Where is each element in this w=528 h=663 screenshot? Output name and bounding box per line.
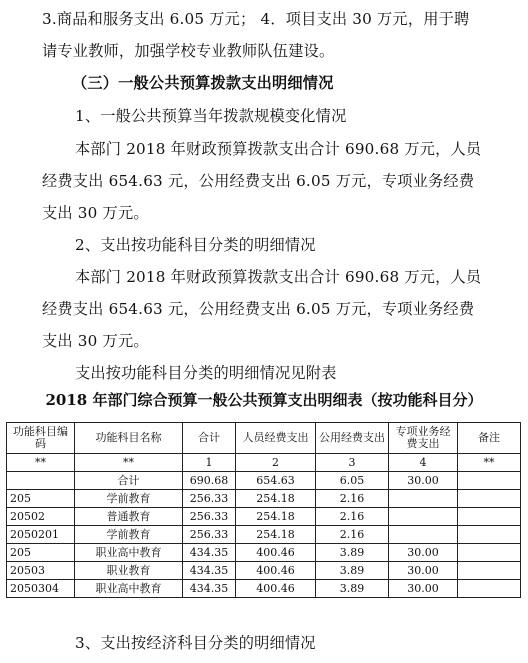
table-cell: ** [75,454,183,472]
table-cell: 254.18 [236,490,316,508]
header-total: 合计 [183,423,236,454]
table-row [7,562,521,580]
table-cell: 205 [7,490,75,508]
table-cell: 205 [7,544,75,562]
table-cell: 256.33 [183,490,236,508]
table-cell: 256.33 [183,526,236,544]
table-cell: 30.00 [389,562,458,580]
table-cell: 30.00 [389,544,458,562]
table-cell: 30.00 [389,580,458,598]
paragraph-line: 支出 30 万元。 [42,204,149,222]
table-cell: 30.00 [389,472,458,490]
table-row [7,490,521,508]
table-cell: 256.33 [183,508,236,526]
subsection-heading: 2、支出按功能科目分类的明细情况 [75,236,316,254]
table-cell [458,562,521,580]
table-header-row [7,423,521,454]
table-cell [458,544,521,562]
table-cell: 2.16 [316,508,389,526]
table-cell: 1 [183,454,236,472]
table-cell: 4 [389,454,458,472]
table-cell: 20502 [7,508,75,526]
subsection-heading: 1、一般公共预算当年拨款规模变化情况 [75,107,347,125]
header-code: 功能科目编码 [7,423,75,454]
table-cell [458,490,521,508]
header-public: 公用经费支出 [316,423,389,454]
table-cell [458,508,521,526]
table-cell: 2050201 [7,526,75,544]
table-cell: ** [458,454,521,472]
table-cell: 合计 [75,472,183,490]
table-cell [7,472,75,490]
table-cell: 400.46 [236,562,316,580]
table-title: 2018 年部门综合预算一般公共预算支出明细表（按功能科目分） [45,391,483,409]
paragraph-line: 3.商品和服务支出 6.05 万元； 4．项目支出 30 万元，用于聘 [42,10,470,28]
paragraph-line: 本部门 2018 年财政预算拨款支出合计 690.68 万元，人员 [75,140,482,158]
table-cell: 400.46 [236,580,316,598]
table-cell: 3 [316,454,389,472]
table-row [7,508,521,526]
header-special: 专项业务经费支出 [389,423,458,454]
table-cell: 434.35 [183,562,236,580]
table-cell: 6.05 [316,472,389,490]
paragraph-line: 请专业教师，加强学校专业教师队伍建设。 [42,42,335,60]
header-personnel: 人员经费支出 [236,423,316,454]
paragraph-line: 支出按功能科目分类的明细情况见附表 [75,364,337,382]
table-cell [389,508,458,526]
table-cell [389,490,458,508]
header-remark: 备注 [458,423,521,454]
table-row [7,580,521,598]
table-cell: 学前教育 [75,526,183,544]
table-cell [458,580,521,598]
table-cell [458,472,521,490]
table-row [7,544,521,562]
header-name: 功能科目名称 [75,423,183,454]
table-cell [389,526,458,544]
table-cell: 654.63 [236,472,316,490]
table-cell: 学前教育 [75,490,183,508]
table-cell: 职业教育 [75,562,183,580]
table-cell: 2 [236,454,316,472]
table-cell [458,526,521,544]
table-cell: ** [7,454,75,472]
table-cell: 2.16 [316,526,389,544]
table-cell: 434.35 [183,544,236,562]
budget-detail-table [6,422,521,598]
paragraph-line: 经费支出 654.63 元，公用经费支出 6.05 万元，专项业务经费 [42,300,475,318]
table-cell: 职业高中教育 [75,580,183,598]
table-cell: 普通教育 [75,508,183,526]
table-cell: 2.16 [316,490,389,508]
table-cell: 400.46 [236,544,316,562]
table-cell: 254.18 [236,526,316,544]
paragraph-line: 支出 30 万元。 [42,332,149,350]
table-cell: 20503 [7,562,75,580]
table-cell: 434.35 [183,580,236,598]
table-cell: 职业高中教育 [75,544,183,562]
subsection-heading: 3、支出按经济科目分类的明细情况 [75,634,316,652]
table-row [7,472,521,490]
section-heading: （三）一般公共预算拨款支出明细情况 [72,74,334,92]
table-cell: 2050304 [7,580,75,598]
table-cell: 3.89 [316,580,389,598]
table-cell: 690.68 [183,472,236,490]
table-cell: 3.89 [316,544,389,562]
table-cell: 254.18 [236,508,316,526]
table-row [7,526,521,544]
paragraph-line: 经费支出 654.63 元，公用经费支出 6.05 万元，专项业务经费 [42,172,475,190]
table-index-row [7,454,521,472]
paragraph-line: 本部门 2018 年财政预算拨款支出合计 690.68 万元，人员 [75,268,482,286]
table-cell: 3.89 [316,562,389,580]
